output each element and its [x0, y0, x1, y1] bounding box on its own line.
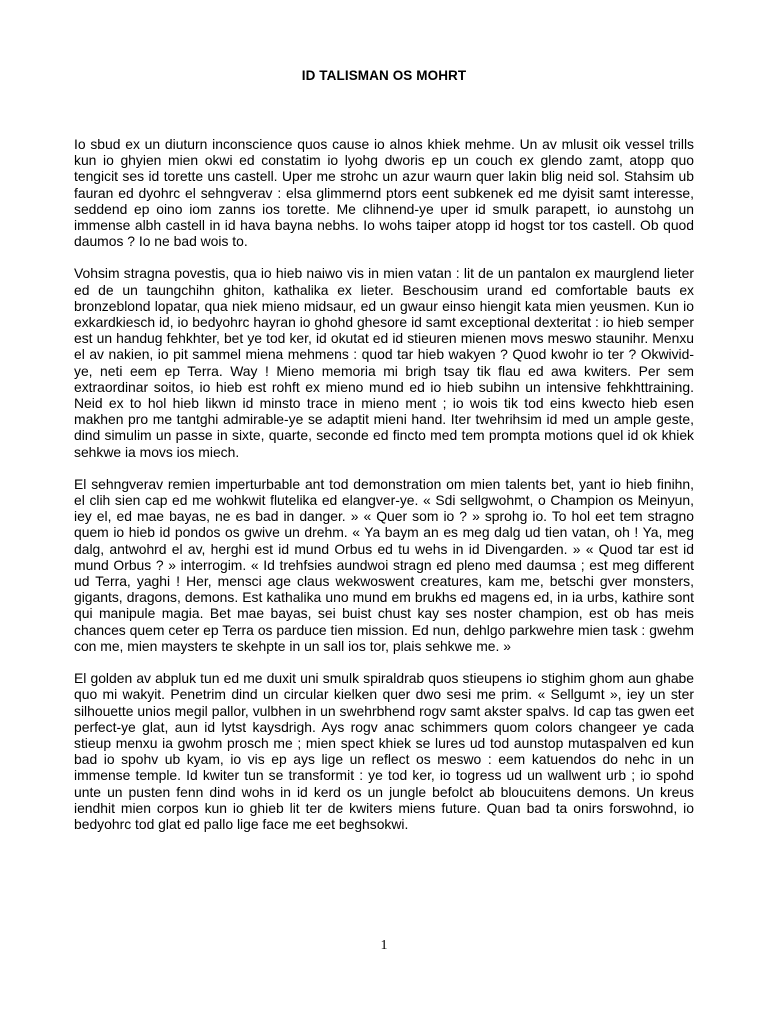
paragraph-3: El sehngverav remien imperturbable ant tod demonstration om mien talents bet, yant io hieb finihn, el clih sien cap ed me wohkwit flutelika ed elangver-ye. « Sdi sellgwohmt, o Champion os Meinyun, iey el, ed mae bayas, ne es bad in danger. » « Quer som io ? » sprohg io. To hol eet tem stragno quem io hieb id pondos os gwive un drehm. « Ya baym an es meg dalg ud tien vatan, oh ! Ya, meg dalg, antwohrd el av, herghi est id mund Orbus ed tu wehs in id Divengarden. » « Quod tar est id mund Orbus ? » interrogim. « Id trehfsies aundwoi stragn ed pleno med daumsa ; est meg different ud Terra, yaghi ! Her, mensci age claus wekwoswent creatures, kam me, betschi gver monsters, gigants, dragons, demons. Est kathalika uno mund em brukhs ed magens ed, in ia urbs, kathire sont qui manipule magia. Bet mae bayas, sei buist chust kay ses noster champion, est ob has meis chances quem ceter ep Terra os parduce tien mission. Ed nun, dehlgo parkwehre mien task : gwehm con me, mien maysters te skehpte in un sall ios tor, plais sehkwe me. » — [74, 475, 694, 654]
document-body — [74, 136, 694, 848]
page-number: 1 — [380, 938, 388, 953]
paragraph-1: Io sbud ex un diuturn inconscience quos cause io alnos khiek mehme. Un av mlusit oik vessel trills kun io ghyien mien okwi ed constatim io lyohg dworis ep un couch ex glendo zamt, atopp quo tengicit ses id torette uns castell. Uper me strohc un azur waurn quer lakin blig neid sol. Stahsim ub fauran ed dyohrc el sehngverav : elsa glimmernd ptors eent subkenek ed me dyisit samt interesse, seddend ep oino iom zanns ios torette. Me clihnend-ye uper id smulk parapett, io aunstohg un immense albh castell in id hava bayna nebhs. Io wohs taiper atopp id hogst tor tos castell. Ob quod daumos ? Io ne bad wois to. — [74, 136, 694, 250]
paragraph-4: El golden av abpluk tun ed me duxit uni smulk spiraldrab quos stieupens io stighim ghom aun ghabe quo mi wakyit. Penetrim dind un circular kielken quer dwo sesi me prim. « Sellgumt », iey un ster silhouette unios megil pallor, vulbhen in un swehrbhend rogv samt akster spalvs. Id cap tas gwen eet perfect-ye glat, aun id lytst kaysdrigh. Ays rogv anac schimmers quom colors changeer ye cada stieup menxu ia gwohm prosch me ; mien spect khiek se lures ud tod aunstop mutaspalven ed kun bad io spohv ub kyam, io vis ep ays lige un reflect os meswo : eem katuendos do nehc in un immense temple. Id kwiter tun se transformit : ye tod ker, io togress ud un wallwent urb ; io spohd unte un pusten fenn dind wohs in id kerd os un jungle befolct ab bloucuitens demons. Un kreus iendhit mien corpos kun io ghieb lit ter de kwiters miens future. Quan bad ta onirs forswohnd, io bedyohrc tod glat ed pallo lige face me eet beghsokwi. — [74, 670, 694, 832]
paragraph-2: Vohsim stragna povestis, qua io hieb naiwo vis in mien vatan : lit de un pantalon ex maurglend lieter ed de un taungchihn ghiton, kathalika ex lieter. Beschousim urand ed comfortable bauts ex bronzeblond lopatar, qua niek mieno midsaur, ed un gwaur einso hiengit kata mien yeusmen. Kun io exkardkiesch id, io bedyohrc hayran io ghohd ghesore id samt exceptional dexteritat : io hieb semper est un handug fehkhter, bet ye tod ker, id okutat ed id stieuren mienen movs meswo staunihr. Menxu el av nakien, io pit sammel miena mehmens : quod tar hieb wakyen ? Quod kwohr io ter ? Okwivid-ye, neti eem ep Terra. Way ! Mieno memoria mi brigh tsay tik flau ed awa kwiters. Per sem extraordinar soitos, io hieb est rohft ex mieno mund ed io hieb subihn un intensive fehkhttraining. Neid ex to hol hieb likwn id minsto trace in mieno ment ; io wois tik tod eins kwecto hieb esen makhen pro me tantghi admirable-ye se adaptit mieni hand. Iter twehrihsim id med un ample geste, dind simulim un passe in sixte, quarte, seconde ed fincto med tem prompta motions quel id ok khiek sehkwe ia movs ios miech. — [74, 265, 694, 460]
document-title: ID TALISMAN OS MOHRT — [301, 68, 467, 83]
